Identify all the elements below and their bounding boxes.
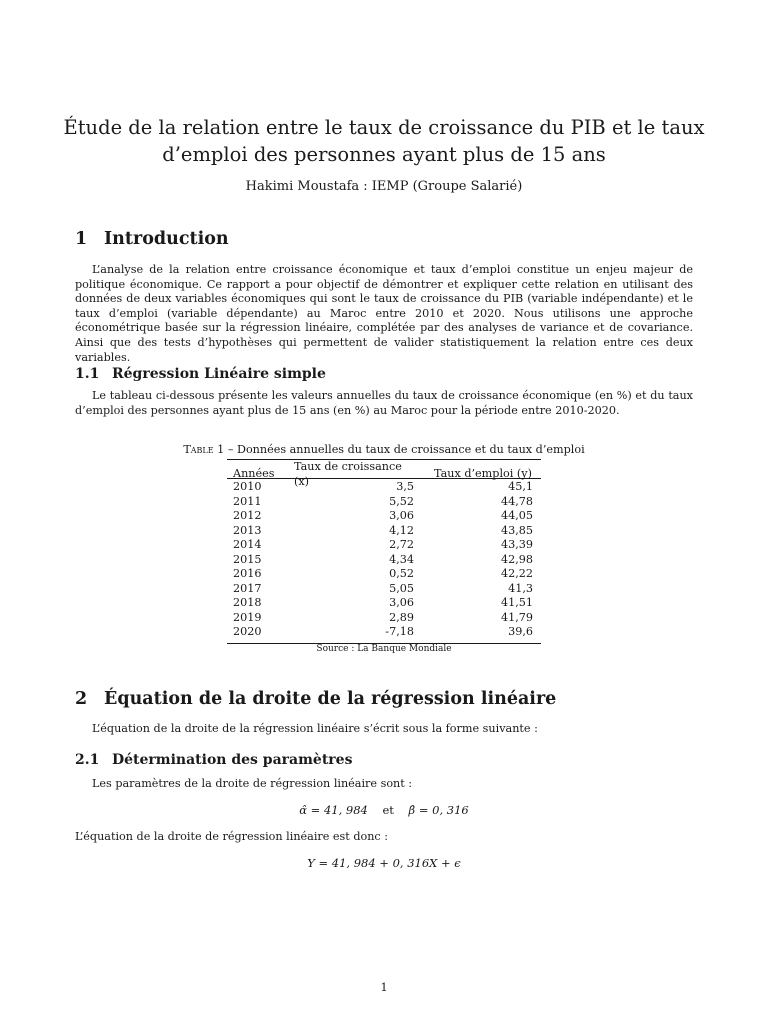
document-title [60, 114, 708, 168]
year-cell: 2014 [233, 538, 262, 551]
year-cell: 2011 [233, 494, 262, 508]
data-table-body [227, 480, 541, 640]
growth-cell: 3,06 [389, 509, 414, 522]
employment-cell: 43,85 [500, 523, 533, 537]
year-cell: 2010 [233, 480, 262, 493]
employment-cell: 42,98 [500, 552, 533, 566]
employment-cell: 42,22 [500, 567, 533, 580]
year-cell: 2013 [233, 523, 262, 537]
section-heading-equation [75, 689, 556, 709]
year-cell: 2016 [233, 567, 262, 580]
parameters-paragraph: Les paramètres de la droite de régression linéaire sont : [92, 777, 413, 790]
page-number: 1 [380, 981, 388, 994]
table-caption-text: – Données annuelles du taux de croissance et du taux d’emploi [224, 443, 585, 456]
year-cell: 2018 [233, 596, 262, 609]
equation-intro-paragraph: L’équation de la droite de la régression linéaire s’écrit sous la forme suivante : [92, 722, 538, 735]
employment-cell: 41,51 [500, 596, 533, 609]
parameters-equation [60, 803, 708, 817]
growth-cell: 0,52 [389, 567, 414, 580]
subsection-title: Détermination des paramètres [112, 752, 353, 768]
employment-cell: 44,78 [500, 494, 533, 508]
equation-connector: et [382, 803, 394, 817]
subsection-title: Régression Linéaire simple [112, 366, 326, 382]
year-cell: 2015 [233, 552, 262, 566]
table-row [227, 509, 541, 524]
column-header-growth: Taux de croissance (x) [294, 460, 402, 488]
table-row [227, 611, 541, 626]
growth-cell: 4,34 [389, 552, 414, 566]
subsection-number: 2.1 [75, 752, 100, 768]
employment-cell: 41,79 [500, 610, 533, 624]
growth-cell: 5,05 [389, 581, 414, 595]
growth-cell: 2,72 [389, 538, 414, 551]
table-row [227, 495, 541, 510]
year-cell: 2012 [233, 509, 262, 522]
growth-cell: 2,89 [389, 610, 414, 624]
section-number: 1 [75, 229, 88, 249]
section-title: Introduction [104, 229, 229, 249]
table-row [227, 524, 541, 539]
subsection-heading-parameters [75, 752, 352, 768]
section-number: 2 [75, 689, 88, 709]
employment-cell: 41,3 [508, 581, 533, 595]
growth-cell: 4,12 [389, 523, 414, 537]
table-source-note: Source : La Banque Mondiale [316, 644, 452, 654]
column-header-years: Années [233, 467, 275, 481]
table-row [227, 567, 541, 582]
intro-paragraph: L’analyse de la relation entre croissance économique et taux d’emploi constitue un enjeu majeur de politique économique. Ce rapport a pour objectif de démontrer et expliquer cette relation en utilisant des données de deux variables économiques qui sont le taux de croissance du PIB (variable indépendante) et le taux d’emploi (variable dépendante) au Maroc entre 2010 et 2020. Nous utilisons une approche économétrique basée sur la régression linéaire, complétée par des analyses de variance et de covariance. Ainsi que des tests d’hypothèses qui permettent de valider statistiquement la relation entre ces deux variables. [75, 263, 693, 364]
title-line-1: Étude de la relation entre le taux de croissance du PIB et le taux [63, 116, 705, 139]
subsection-heading-regression [75, 366, 326, 382]
growth-cell: 3,5 [396, 480, 414, 493]
year-cell: 2017 [233, 581, 262, 595]
section-title: Équation de la droite de la régression linéaire [104, 689, 557, 709]
year-cell: 2019 [233, 610, 262, 624]
table-caption-label: Table 1 [183, 443, 225, 456]
table-row [227, 553, 541, 568]
subsection-number: 1.1 [75, 366, 100, 382]
alpha-estimate: α̂ = 41, 984 [299, 803, 368, 817]
employment-cell: 39,6 [508, 625, 533, 638]
employment-cell: 45,1 [508, 480, 533, 493]
growth-cell: 5,52 [389, 494, 414, 508]
equation-result-paragraph: L’équation de la droite de régression linéaire est donc : [75, 830, 389, 843]
section-heading-introduction [75, 229, 229, 249]
table-row [227, 596, 541, 611]
table-row [227, 480, 541, 495]
year-cell: 2020 [233, 625, 262, 638]
regression-paragraph: Le tableau ci-dessous présente les valeurs annuelles du taux de croissance économique (en %) et du taux d’emploi des personnes ayant plus de 15 ans (en %) au Maroc pour la période entre 2010-2020. [75, 389, 693, 417]
table-caption [150, 443, 618, 456]
growth-cell: 3,06 [389, 596, 414, 609]
employment-cell: 43,39 [500, 538, 533, 551]
table-row [227, 625, 541, 640]
growth-cell: -7,18 [385, 625, 414, 638]
table-row [227, 538, 541, 553]
title-line-2: d’emploi des personnes ayant plus de 15 ans [162, 143, 606, 166]
author-line: Hakimi Moustafa : IEMP (Groupe Salarié) [245, 179, 523, 194]
beta-estimate: β̂ = 0, 316 [408, 803, 469, 817]
table-row [227, 582, 541, 597]
column-header-employment: Taux d’emploi (y) [434, 467, 532, 481]
employment-cell: 44,05 [500, 509, 533, 522]
regression-equation: Y = 41, 984 + 0, 316X + ϵ [307, 856, 461, 870]
